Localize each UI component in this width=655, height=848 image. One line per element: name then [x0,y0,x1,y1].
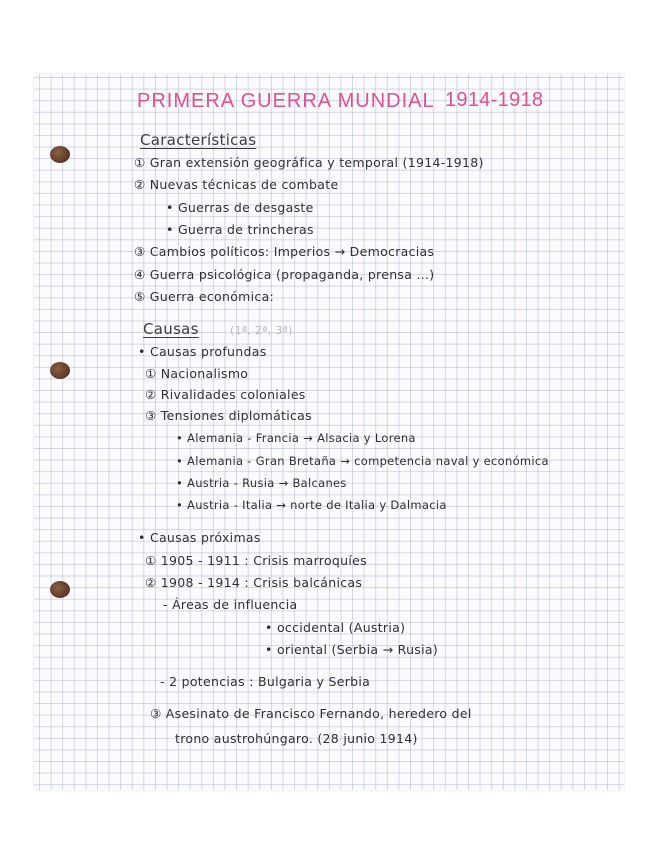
list-item: ③ Cambios políticos: Imperios → Democracias [134,244,435,259]
list-item: ③ Tensiones diplomáticas [145,408,312,423]
list-item: • Austria - Italia → norte de Italia y Dalmacia [176,498,447,512]
binder-hole-icon [50,146,70,163]
list-item: • Guerras de desgaste [166,200,314,215]
list-item: • occidental (Austria) [265,620,406,635]
list-item: ② Nuevas técnicas de combate [134,177,339,192]
list-item: trono austrohúngaro. (28 junio 1914) [175,731,418,746]
list-item: ③ Asesinato de Francisco Fernando, heredero del [150,706,472,721]
list-item: ④ Guerra psicológica (propaganda, prensa ...) [134,267,435,282]
list-item: ① Gran extensión geográfica y temporal (1914-1918) [134,155,484,170]
list-item: • Alemania - Francia → Alsacia y Lorena [176,431,416,445]
subsection-label: • Causas próximas [138,530,261,545]
title-years: 1914-1918 [445,89,544,111]
page-title: PRIMERA GUERRA MUNDIAL [137,90,435,112]
list-item: - Áreas de influencia [163,597,298,612]
list-item: • Guerra de trincheras [166,222,314,237]
list-item: ② 1908 - 1914 : Crisis balcánicas [145,575,363,590]
subsection-label: • Causas profundas [138,344,267,359]
faded-note: (1ª, 2ª, 3ª) [230,324,293,337]
binder-hole-icon [50,362,70,379]
binder-hole-icon [50,581,70,598]
list-item: • Austria - Rusia → Balcanes [176,476,347,490]
list-item: ② Rivalidades coloniales [145,387,306,402]
list-item: - 2 potencias : Bulgaria y Serbia [160,674,371,689]
section-heading-causas: Causas [143,320,199,338]
list-item: • Alemania - Gran Bretaña → competencia naval y económica [176,454,549,468]
section-heading-caracteristicas: Características [140,131,257,149]
list-item: • oriental (Serbia → Rusia) [265,642,439,657]
list-item: ⑤ Guerra económica: [134,289,275,304]
list-item: ① Nacionalismo [145,366,249,381]
list-item: ① 1905 - 1911 : Crisis marroquíes [145,553,367,568]
